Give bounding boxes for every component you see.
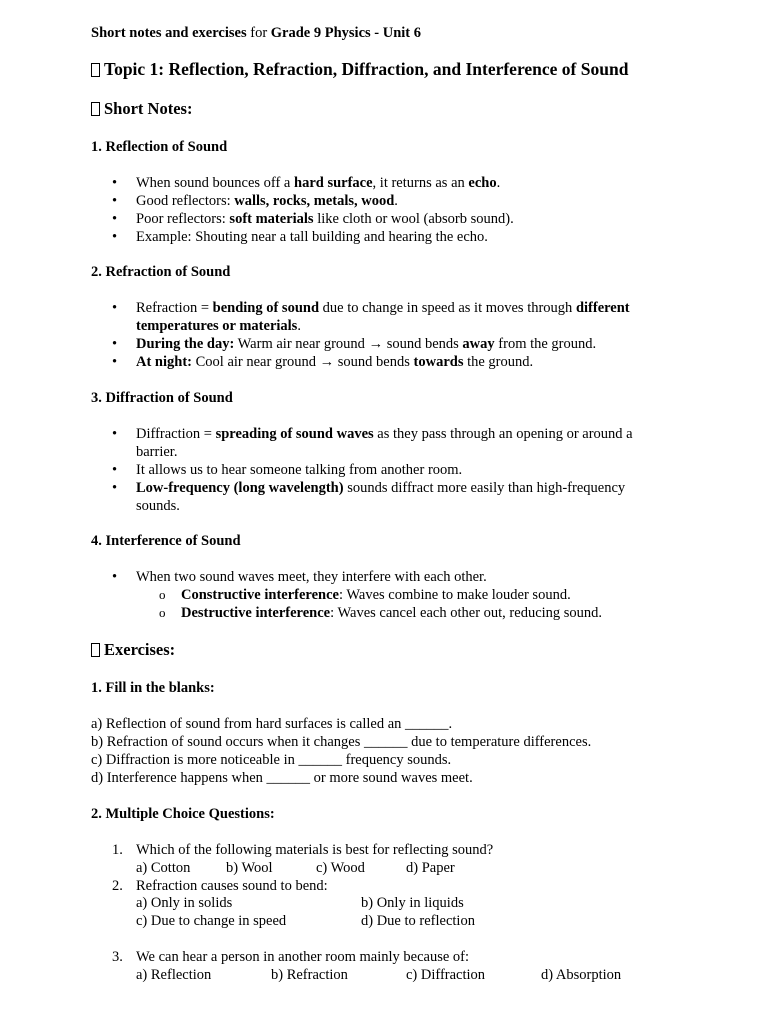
bullet-icon: •: [112, 229, 118, 245]
short-notes-heading: [91, 100, 192, 118]
mcq-q2-option-b: b) Only in liquids: [361, 895, 464, 911]
header-label: Short notes and exercises: [91, 25, 247, 41]
mcq-q3-option-b: b) Refraction: [271, 967, 348, 983]
mcq-q2-text: Refraction causes sound to bend:: [136, 878, 328, 894]
checkbox-glyph-icon: [91, 102, 100, 116]
bullet-icon: •: [112, 354, 118, 370]
fill-blanks-title: 1. Fill in the blanks:: [91, 680, 215, 696]
bullet-icon: •: [112, 211, 118, 227]
fill-question-a: a) Reflection of sound from hard surfaces is called an ______.: [91, 716, 453, 732]
sub-bullet-icon: o: [159, 587, 166, 602]
mcq-q1-option-a: a) Cotton: [136, 860, 191, 876]
section-refraction-title: 2. Refraction of Sound: [91, 264, 231, 280]
list-item: o Constructive interference: Waves combine to make louder sound.: [159, 587, 571, 603]
list-item: • At night: Cool air near ground → sound bends towards the ground.: [112, 354, 534, 370]
list-item: • Diffraction = spreading of sound waves as they pass through an opening or around a barrier.: [112, 426, 633, 460]
bullet-icon: •: [112, 336, 118, 352]
interference-sublist: [91, 586, 602, 622]
bullet-icon: •: [112, 193, 118, 209]
mcq-q2-option-a: a) Only in solids: [136, 895, 233, 911]
list-item: • Low-frequency (long wavelength) sounds diffract more easily than high-frequency sounds.: [112, 480, 626, 514]
mcq-q1-number: 1.: [112, 842, 123, 858]
diffraction-list: [91, 425, 633, 515]
bullet-icon: •: [112, 462, 118, 478]
fill-question-c: c) Diffraction is more noticeable in ______ frequency sounds.: [91, 752, 452, 768]
bullet-icon: •: [112, 480, 118, 496]
mcq-q1-option-c: c) Wood: [316, 860, 365, 876]
fill-question-b: b) Refraction of sound occurs when it changes ______ due to temperature differences.: [91, 734, 592, 750]
checkbox-glyph-icon: [91, 643, 100, 657]
section-reflection-title: 1. Reflection of Sound: [91, 139, 228, 155]
exercises-heading: [91, 641, 175, 659]
document-header: [91, 24, 421, 42]
bullet-icon: •: [112, 426, 118, 442]
exercises-title-text: Exercises:: [104, 640, 176, 659]
mcq-q1-option-b: b) Wool: [226, 860, 273, 876]
list-item: • When sound bounces off a hard surface, it returns as an echo.: [112, 175, 501, 191]
section-diffraction-title: 3. Diffraction of Sound: [91, 390, 233, 406]
section-interference-title: 4. Interference of Sound: [91, 533, 241, 549]
mcq-q2-number: 2.: [112, 878, 123, 894]
checkbox-glyph-icon: [91, 63, 100, 77]
mcq-q1-text: Which of the following materials is best for reflecting sound?: [136, 842, 494, 858]
list-item: • Example: Shouting near a tall building and hearing the echo.: [112, 229, 488, 245]
arrow-right-icon: →: [319, 354, 335, 370]
reflection-list: [91, 174, 514, 246]
list-item: • During the day: Warm air near ground → sound bends away from the ground.: [112, 336, 597, 352]
refraction-list: [91, 299, 630, 371]
list-item: o Destructive interference: Waves cancel each other out, reducing sound.: [159, 605, 603, 621]
mcq-q3-option-a: a) Reflection: [136, 967, 212, 983]
interference-list: [91, 568, 487, 586]
mcq-q2-option-d: d) Due to reflection: [361, 913, 475, 929]
list-item: • Poor reflectors: soft materials like cloth or wool (absorb sound).: [112, 211, 514, 227]
topic-title-text: Topic 1: Reflection, Refraction, Diffraction, and Interference of Sound: [104, 59, 629, 79]
sub-bullet-icon: o: [159, 605, 166, 620]
mcq-q3-number: 3.: [112, 949, 123, 965]
list-item: • Good reflectors: walls, rocks, metals, wood.: [112, 193, 398, 209]
arrow-right-icon: →: [368, 336, 384, 352]
mcq-q2-option-c: c) Due to change in speed: [136, 913, 287, 929]
short-notes-title-text: Short Notes:: [104, 99, 193, 118]
list-item: • Refraction = bending of sound due to change in speed as it moves through different temperatures or materials.: [112, 300, 630, 334]
bullet-icon: •: [112, 569, 118, 585]
topic-title: [91, 60, 628, 78]
bullet-icon: •: [112, 175, 118, 191]
list-item: • When two sound waves meet, they interfere with each other.: [112, 569, 487, 585]
mcq-q3-text: We can hear a person in another room mainly because of:: [136, 949, 470, 965]
mcq-q1-option-d: d) Paper: [406, 860, 455, 876]
header-unit: Grade 9 Physics - Unit 6: [270, 25, 422, 41]
mcq-q3-option-c: c) Diffraction: [406, 967, 486, 983]
fill-question-d: d) Interference happens when ______ or more sound waves meet.: [91, 770, 473, 786]
mcq-q3-option-d: d) Absorption: [541, 967, 622, 983]
mcq-title: 2. Multiple Choice Questions:: [91, 806, 275, 822]
list-item: • It allows us to hear someone talking from another room.: [112, 462, 463, 478]
header-for: for: [246, 25, 271, 41]
bullet-icon: •: [112, 300, 118, 316]
